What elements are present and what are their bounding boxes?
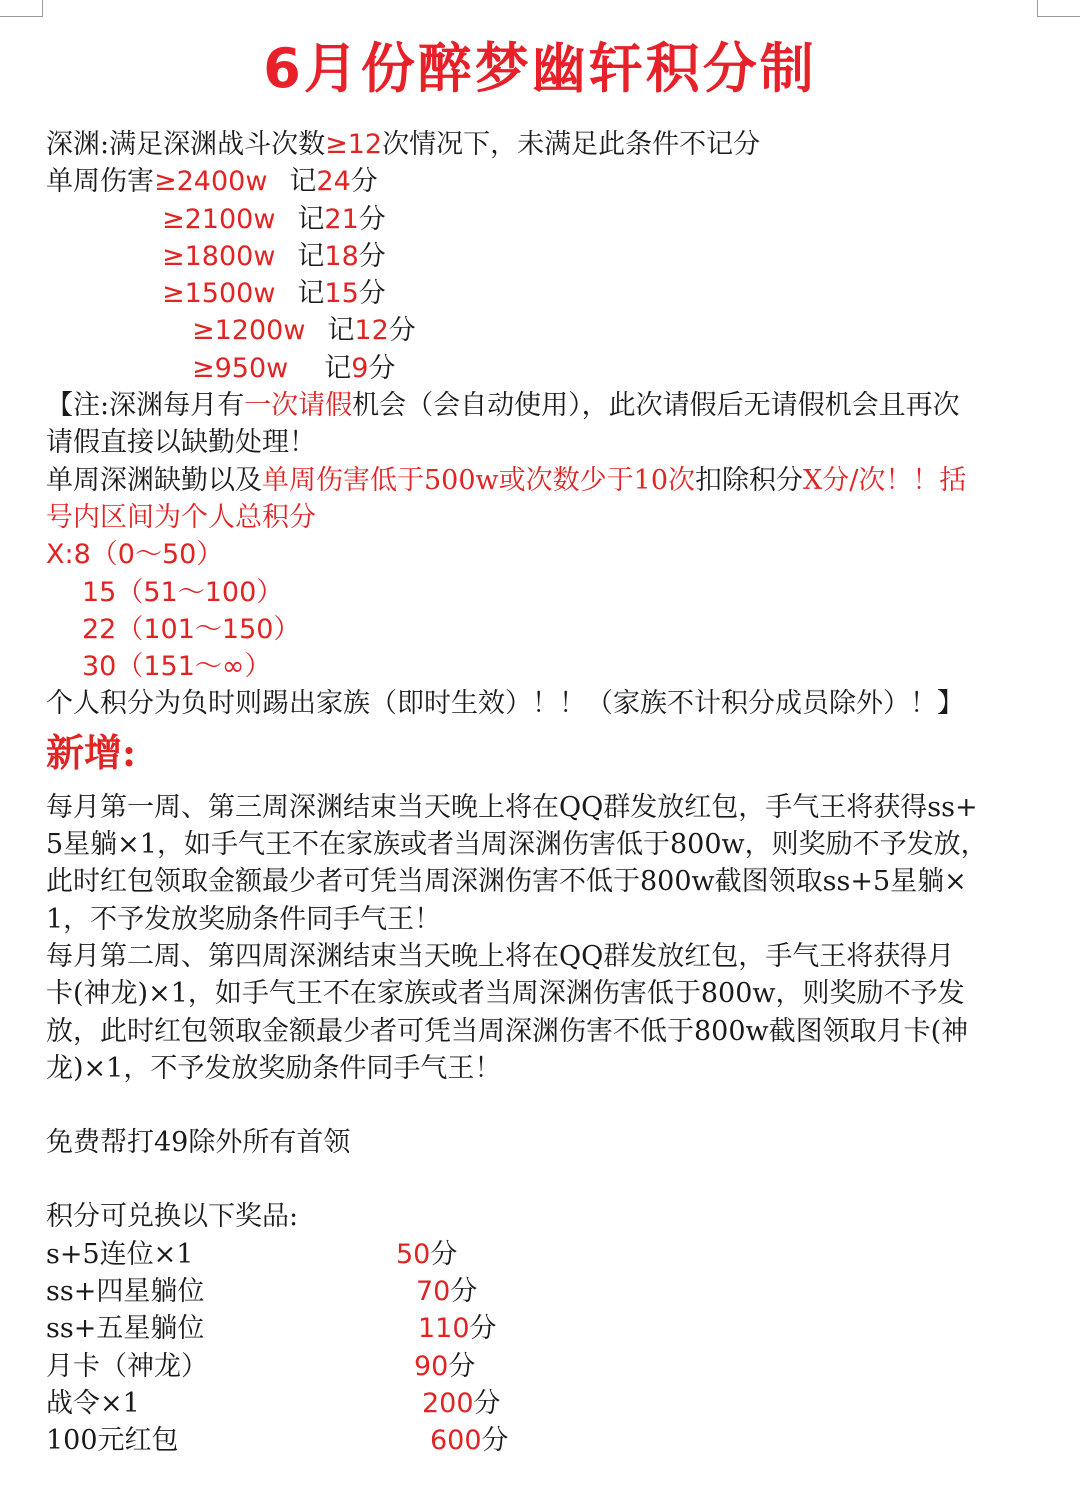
new-rule-line: 龙)×1，不予发放奖励条件同手气王！ bbox=[46, 1052, 502, 1084]
note-line: 单周深渊缺勤以及单周伤害低于500w或次数少于10次扣除积分X分/次！！括 bbox=[46, 464, 967, 496]
prize-points: 90 bbox=[414, 1350, 449, 1382]
prize-points: 70 bbox=[416, 1276, 451, 1308]
prize-name: ss+五星躺位 bbox=[46, 1313, 205, 1345]
prize-row: s+5连位×1 50分 bbox=[46, 1238, 458, 1270]
prize-row: 100元红包 600分 bbox=[46, 1425, 509, 1457]
tier-row: ≥1200w 记12分 bbox=[192, 315, 416, 347]
new-rule-line: 此时红包领取金额最少者可凭当周深渊伤害不低于800w截图领取ss+5星躺× bbox=[46, 866, 967, 898]
prize-points: 50 bbox=[396, 1238, 431, 1270]
prize-points: 600 bbox=[430, 1425, 482, 1457]
tier-row: ≥950w 记9分 bbox=[192, 352, 396, 384]
free-help-note: 免费帮打49除外所有首领 bbox=[46, 1127, 351, 1159]
new-rule-line: 放，此时红包领取金额最少者可凭当周深渊伤害不低于800w截图领取月卡(神 bbox=[46, 1015, 969, 1047]
prize-name: 月卡（神龙） bbox=[46, 1350, 208, 1382]
prize-name: ss+四星躺位 bbox=[46, 1276, 205, 1308]
note-line: 【注:深渊每月有一次请假机会（会自动使用），此次请假后无请假机会且再次 bbox=[46, 390, 960, 422]
new-rule-line: 卡(神龙)×1，如手气王不在家族或者当周深渊伤害低于800w，则奖励不予发 bbox=[46, 978, 965, 1010]
prize-name: s+5连位×1 bbox=[46, 1238, 194, 1270]
document-body bbox=[46, 126, 1036, 1460]
tier-row: ≥2100w 记21分 bbox=[162, 203, 386, 235]
new-section-heading: 新增: bbox=[46, 729, 137, 775]
exchange-label: 积分可兑换以下奖品: bbox=[46, 1201, 299, 1233]
note-line: 请假直接以缺勤处理！ bbox=[46, 427, 316, 459]
page-title: 6月份醉梦幽轩积分制 bbox=[263, 37, 817, 100]
prize-name: 100元红包 bbox=[46, 1425, 179, 1457]
prize-points: 110 bbox=[418, 1313, 470, 1345]
prize-row: 月卡（神龙） 90分 bbox=[46, 1350, 476, 1382]
tier-row: ≥1500w 记15分 bbox=[162, 278, 386, 310]
abyss-requirement: 深渊:满足深渊战斗次数≥12次情况下，未满足此条件不记分 bbox=[46, 129, 761, 160]
crop-mark-top-right bbox=[1037, 0, 1080, 17]
prize-row: 战令×1 200分 bbox=[46, 1387, 501, 1419]
tier-row: ≥1800w 记18分 bbox=[162, 240, 386, 272]
prize-row: ss+四星躺位 70分 bbox=[46, 1276, 478, 1308]
prize-points: 200 bbox=[422, 1387, 474, 1419]
kick-rule: 个人积分为负时则踢出家族（即时生效）！！（家族不计积分成员除外）！】 bbox=[46, 688, 964, 720]
note-line: 号内区间为个人总积分 bbox=[46, 501, 316, 533]
x-penalty-row: X:8（0～50） bbox=[46, 539, 224, 571]
x-penalty-row: 15（51～100） bbox=[82, 576, 284, 608]
tier-row: 单周伤害≥2400w 记24分 bbox=[46, 166, 378, 198]
x-penalty-row: 22（101～150） bbox=[82, 613, 301, 645]
x-penalty-row: 30（151～∞） bbox=[82, 651, 272, 683]
new-rule-line: 1，不予发放奖励条件同手气王！ bbox=[46, 903, 442, 935]
new-rule-line: 每月第一周、第三周深渊结束当天晚上将在QQ群发放红包，手气王将获得ss+ bbox=[46, 791, 978, 823]
new-rule-line: 5星躺×1，如手气王不在家族或者当周深渊伤害低于800w，则奖励不予发放， bbox=[46, 829, 988, 861]
new-rule-line: 每月第二周、第四周深渊结束当天晚上将在QQ群发放红包，手气王将获得月 bbox=[46, 940, 955, 972]
prize-name: 战令×1 bbox=[46, 1387, 140, 1419]
crop-mark-top-left bbox=[0, 0, 43, 17]
prize-row: ss+五星躺位 110分 bbox=[46, 1313, 497, 1345]
